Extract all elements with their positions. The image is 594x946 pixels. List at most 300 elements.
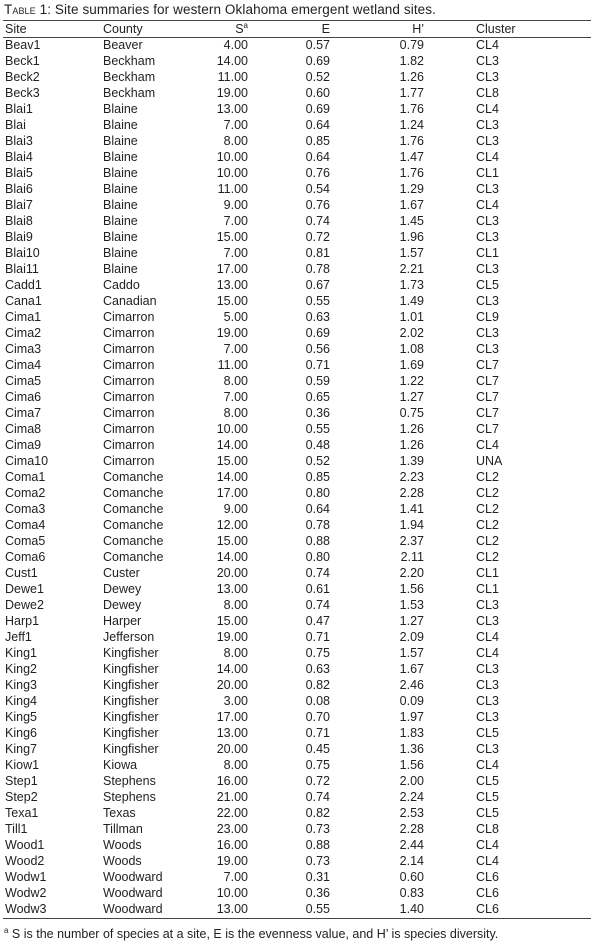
cell-evenness: 0.74 (305, 790, 330, 804)
cell-cluster: CL6 (476, 886, 499, 900)
table-row (3, 261, 591, 277)
cell-site: Wodw2 (5, 886, 47, 900)
header-s (199, 21, 248, 37)
cell-county: Woodward (103, 886, 163, 900)
cell-diversity: 1.39 (399, 454, 424, 468)
cell-cluster: CL3 (476, 678, 499, 692)
cell-species-count: 4.00 (223, 38, 248, 52)
cell-evenness: 0.56 (305, 342, 330, 356)
cell-cluster: CL1 (476, 246, 499, 260)
cell-diversity: 1.76 (399, 102, 424, 116)
cell-evenness: 0.48 (305, 438, 330, 452)
cell-evenness: 0.78 (305, 262, 330, 276)
cell-county: Cimarron (103, 342, 155, 356)
cell-site: Blai8 (5, 214, 33, 228)
cell-county: Blaine (103, 134, 138, 148)
cell-diversity: 1.57 (399, 246, 424, 260)
cell-diversity: 2.09 (399, 630, 424, 644)
cell-species-count: 8.00 (223, 758, 248, 772)
cell-site: Cadd1 (5, 278, 42, 292)
cell-county: Comanche (103, 518, 164, 532)
table-row (3, 565, 591, 581)
cell-cluster: CL7 (476, 406, 499, 420)
cell-species-count: 7.00 (223, 246, 248, 260)
table-row (3, 277, 591, 293)
cell-species-count: 10.00 (216, 886, 248, 900)
cell-cluster: CL3 (476, 742, 499, 756)
cell-evenness: 0.54 (305, 182, 330, 196)
table-row (3, 645, 591, 661)
cell-species-count: 13.00 (216, 726, 248, 740)
cell-species-count: 13.00 (216, 102, 248, 116)
cell-species-count: 11.00 (217, 182, 248, 196)
table-row (3, 53, 591, 69)
cell-county: Stephens (103, 774, 156, 788)
cell-diversity: 1.96 (399, 230, 424, 244)
cell-diversity: 0.60 (399, 870, 424, 884)
cell-species-count: 11.00 (217, 358, 248, 372)
cell-evenness: 0.70 (305, 710, 330, 724)
table-row (3, 85, 591, 101)
cell-evenness: 0.72 (305, 774, 330, 788)
table-row (3, 421, 591, 437)
cell-species-count: 20.00 (216, 566, 248, 580)
cell-evenness: 0.36 (305, 886, 330, 900)
cell-county: Canadian (103, 294, 157, 308)
cell-diversity: 1.56 (399, 582, 424, 596)
cell-county: Blaine (103, 246, 138, 260)
table-row (3, 213, 591, 229)
header-e: E (321, 22, 330, 36)
cell-county: Blaine (103, 230, 138, 244)
cell-diversity: 2.21 (399, 262, 424, 276)
cell-site: Till1 (5, 822, 28, 836)
table-row (3, 869, 591, 885)
cell-site: Blai (5, 118, 26, 132)
cell-diversity: 1.82 (399, 54, 424, 68)
cell-species-count: 13.00 (216, 902, 248, 916)
cell-species-count: 20.00 (216, 742, 248, 756)
header-s-footnote-mark: a (243, 20, 248, 30)
cell-county: Kingfisher (103, 726, 159, 740)
cell-site: Cima10 (5, 454, 49, 468)
cell-county: Dewey (103, 598, 142, 612)
cell-diversity: 2.46 (399, 678, 424, 692)
cell-evenness: 0.82 (305, 806, 330, 820)
cell-diversity: 2.28 (399, 822, 424, 836)
cell-county: Cimarron (103, 454, 155, 468)
cell-diversity: 1.49 (399, 294, 424, 308)
cell-cluster: CL6 (476, 870, 499, 884)
cell-cluster: CL3 (476, 70, 499, 84)
cell-species-count: 21.00 (216, 790, 248, 804)
cell-species-count: 23.00 (216, 822, 248, 836)
cell-county: Dewey (103, 582, 142, 596)
header-cluster: Cluster (476, 22, 516, 36)
cell-site: Kiow1 (5, 758, 40, 772)
cell-species-count: 19.00 (216, 854, 248, 868)
cell-diversity: 1.29 (399, 182, 424, 196)
cell-species-count: 8.00 (223, 646, 248, 660)
cell-species-count: 13.00 (216, 278, 248, 292)
cell-county: Blaine (103, 262, 138, 276)
table-row (3, 757, 591, 773)
table-header-row (3, 21, 591, 37)
footnote-mark: a (4, 925, 9, 935)
cell-site: Cima3 (5, 342, 42, 356)
footnote-text: S is the number of species at a site, E is the evenness value, and H’ is species diversity. (8, 927, 499, 941)
cell-diversity: 2.00 (399, 774, 424, 788)
table-row (3, 69, 591, 85)
cell-cluster: CL3 (476, 54, 499, 68)
cell-site: Coma4 (5, 518, 46, 532)
cell-species-count: 17.00 (216, 486, 248, 500)
cell-cluster: CL7 (476, 358, 499, 372)
cell-species-count: 15.00 (216, 230, 248, 244)
cell-evenness: 0.57 (305, 38, 330, 52)
cell-county: Harper (103, 614, 142, 628)
cell-species-count: 8.00 (223, 598, 248, 612)
cell-diversity: 1.27 (399, 390, 424, 404)
header-county: County (103, 22, 143, 36)
cell-cluster: CL4 (476, 38, 499, 52)
cell-county: Blaine (103, 182, 138, 196)
cell-site: King1 (5, 646, 37, 660)
cell-county: Kingfisher (103, 646, 159, 660)
cell-cluster: CL2 (476, 518, 499, 532)
cell-evenness: 0.60 (305, 86, 330, 100)
cell-evenness: 0.73 (305, 822, 330, 836)
cell-diversity: 1.76 (399, 134, 424, 148)
cell-diversity: 1.36 (399, 742, 424, 756)
cell-cluster: CL5 (476, 278, 499, 292)
table-row (3, 613, 591, 629)
cell-diversity: 1.26 (399, 438, 424, 452)
cell-diversity: 0.83 (399, 886, 424, 900)
cell-site: Dewe2 (5, 598, 44, 612)
cell-cluster: CL3 (476, 118, 499, 132)
cell-site: Step1 (5, 774, 38, 788)
cell-site: Blai3 (5, 134, 33, 148)
cell-species-count: 7.00 (223, 870, 248, 884)
table-row (3, 117, 591, 133)
cell-county: Blaine (103, 150, 138, 164)
cell-diversity: 1.67 (399, 198, 424, 212)
cell-diversity: 1.69 (399, 358, 424, 372)
cell-species-count: 8.00 (223, 406, 248, 420)
cell-evenness: 0.63 (305, 310, 330, 324)
cell-evenness: 0.75 (305, 758, 330, 772)
cell-evenness: 0.80 (305, 550, 330, 564)
cell-site: Beck3 (5, 86, 40, 100)
cell-evenness: 0.52 (305, 70, 330, 84)
cell-site: King4 (5, 694, 37, 708)
cell-county: Custer (103, 566, 140, 580)
cell-county: Cimarron (103, 374, 155, 388)
cell-county: Woods (103, 854, 142, 868)
cell-site: Cima7 (5, 406, 42, 420)
cell-cluster: CL5 (476, 774, 499, 788)
cell-county: Kiowa (103, 758, 138, 772)
cell-species-count: 17.00 (216, 262, 248, 276)
table-row (3, 485, 591, 501)
cell-county: Kingfisher (103, 694, 159, 708)
cell-site: Wodw1 (5, 870, 47, 884)
table-row (3, 629, 591, 645)
cell-cluster: CL1 (476, 166, 499, 180)
cell-diversity: 2.44 (399, 838, 424, 852)
cell-evenness: 0.76 (305, 166, 330, 180)
cell-county: Caddo (103, 278, 140, 292)
cell-species-count: 19.00 (216, 630, 248, 644)
table-caption (4, 2, 436, 17)
cell-diversity: 2.24 (399, 790, 424, 804)
cell-species-count: 8.00 (223, 134, 248, 148)
cell-cluster: CL4 (476, 758, 499, 772)
cell-county: Beckham (103, 86, 156, 100)
cell-county: Woodward (103, 902, 163, 916)
cell-county: Kingfisher (103, 742, 159, 756)
table-row (3, 437, 591, 453)
cell-site: Blai1 (5, 102, 33, 116)
cell-site: Wood1 (5, 838, 45, 852)
cell-site: Blai4 (5, 150, 33, 164)
cell-evenness: 0.73 (305, 854, 330, 868)
cell-site: Coma5 (5, 534, 46, 548)
cell-site: Blai7 (5, 198, 33, 212)
table-row (3, 517, 591, 533)
table-row (3, 245, 591, 261)
cell-evenness: 0.69 (305, 54, 330, 68)
cell-county: Tillman (103, 822, 143, 836)
cell-evenness: 0.61 (305, 582, 330, 596)
cell-evenness: 0.69 (305, 326, 330, 340)
cell-species-count: 17.00 (216, 710, 248, 724)
cell-diversity: 1.67 (399, 662, 424, 676)
cell-cluster: CL1 (476, 582, 499, 596)
cell-diversity: 0.09 (399, 694, 424, 708)
table-row (3, 373, 591, 389)
table-row (3, 821, 591, 837)
table-row (3, 581, 591, 597)
cell-site: Cima9 (5, 438, 42, 452)
table-row (3, 789, 591, 805)
cell-site: Blai11 (5, 262, 39, 276)
table-row (3, 693, 591, 709)
cell-diversity: 1.40 (399, 902, 424, 916)
cell-site: Beck1 (5, 54, 40, 68)
cell-county: Cimarron (103, 390, 155, 404)
cell-site: Step2 (5, 790, 38, 804)
header-s-label: S (235, 22, 244, 36)
cell-diversity: 2.28 (399, 486, 424, 500)
cell-site: Coma2 (5, 486, 46, 500)
cell-site: King6 (5, 726, 37, 740)
cell-cluster: CL3 (476, 614, 499, 628)
cell-species-count: 16.00 (216, 774, 248, 788)
cell-county: Beckham (103, 54, 156, 68)
cell-evenness: 0.74 (305, 598, 330, 612)
cell-evenness: 0.80 (305, 486, 330, 500)
cell-cluster: CL2 (476, 550, 499, 564)
cell-site: Blai10 (5, 246, 40, 260)
cell-cluster: CL6 (476, 902, 499, 916)
cell-diversity: 2.23 (399, 470, 424, 484)
table-row (3, 501, 591, 517)
cell-site: Beav1 (5, 38, 41, 52)
table-row (3, 229, 591, 245)
cell-county: Cimarron (103, 358, 155, 372)
cell-cluster: CL5 (476, 790, 499, 804)
cell-county: Blaine (103, 198, 138, 212)
table-row (3, 677, 591, 693)
table-row (3, 101, 591, 117)
cell-diversity: 1.97 (399, 710, 424, 724)
cell-site: Cima1 (5, 310, 42, 324)
cell-evenness: 0.64 (305, 150, 330, 164)
cell-diversity: 1.27 (399, 614, 424, 628)
cell-evenness: 0.55 (305, 902, 330, 916)
cell-cluster: CL4 (476, 150, 499, 164)
cell-county: Beckham (103, 70, 156, 84)
cell-cluster: CL5 (476, 806, 499, 820)
cell-site: King5 (5, 710, 37, 724)
cell-species-count: 8.00 (223, 374, 248, 388)
cell-diversity: 1.41 (399, 502, 424, 516)
cell-county: Kingfisher (103, 662, 159, 676)
cell-species-count: 13.00 (216, 582, 248, 596)
cell-cluster: CL7 (476, 374, 499, 388)
cell-cluster: CL8 (476, 86, 499, 100)
cell-site: Texa1 (5, 806, 39, 820)
table-row (3, 837, 591, 853)
cell-diversity: 1.01 (399, 310, 424, 324)
cell-cluster: CL3 (476, 694, 499, 708)
table-row (3, 469, 591, 485)
cell-species-count: 19.00 (216, 326, 248, 340)
cell-evenness: 0.75 (305, 646, 330, 660)
cell-species-count: 7.00 (223, 214, 248, 228)
table-row (3, 197, 591, 213)
cell-cluster: CL3 (476, 710, 499, 724)
site-summary-table (3, 21, 591, 917)
cell-evenness: 0.31 (305, 870, 330, 884)
cell-county: Woods (103, 838, 142, 852)
cell-cluster: CL3 (476, 214, 499, 228)
cell-diversity: 1.53 (399, 598, 424, 612)
cell-species-count: 7.00 (223, 390, 248, 404)
cell-county: Blaine (103, 166, 138, 180)
cell-species-count: 9.00 (223, 502, 248, 516)
cell-species-count: 11.00 (217, 70, 248, 84)
cell-evenness: 0.74 (305, 214, 330, 228)
cell-diversity: 1.77 (399, 86, 424, 100)
cell-evenness: 0.45 (305, 742, 330, 756)
cell-county: Kingfisher (103, 710, 159, 724)
cell-site: Harp1 (5, 614, 40, 628)
table-row (3, 533, 591, 549)
cell-cluster: CL3 (476, 230, 499, 244)
table-row (3, 325, 591, 341)
header-site: Site (5, 22, 27, 36)
table-row (3, 805, 591, 821)
cell-cluster: CL2 (476, 470, 499, 484)
table-row (3, 661, 591, 677)
cell-site: Blai5 (5, 166, 33, 180)
cell-county: Comanche (103, 470, 164, 484)
cell-species-count: 10.00 (216, 150, 248, 164)
cell-cluster: CL7 (476, 390, 499, 404)
cell-evenness: 0.64 (305, 502, 330, 516)
cell-species-count: 20.00 (216, 678, 248, 692)
cell-cluster: CL4 (476, 646, 499, 660)
cell-evenness: 0.88 (305, 838, 330, 852)
table-bottom-rule (3, 918, 591, 919)
cell-diversity: 2.02 (399, 326, 424, 340)
cell-county: Jefferson (103, 630, 155, 644)
cell-cluster: CL4 (476, 854, 499, 868)
cell-cluster: CL2 (476, 502, 499, 516)
table-row (3, 773, 591, 789)
cell-species-count: 10.00 (216, 166, 248, 180)
cell-evenness: 0.82 (305, 678, 330, 692)
cell-county: Blaine (103, 118, 138, 132)
cell-cluster: CL7 (476, 422, 499, 436)
cell-county: Beaver (103, 38, 143, 52)
cell-evenness: 0.78 (305, 518, 330, 532)
cell-county: Comanche (103, 486, 164, 500)
cell-evenness: 0.63 (305, 662, 330, 676)
cell-diversity: 2.14 (399, 854, 424, 868)
cell-site: King2 (5, 662, 37, 676)
table-row (3, 597, 591, 613)
table-row (3, 389, 591, 405)
table-row (3, 853, 591, 869)
cell-evenness: 0.08 (305, 694, 330, 708)
cell-site: Wood2 (5, 854, 45, 868)
cell-diversity: 1.47 (399, 150, 424, 164)
cell-evenness: 0.71 (305, 358, 330, 372)
cell-county: Woodward (103, 870, 163, 884)
cell-county: Kingfisher (103, 678, 159, 692)
cell-diversity: 1.57 (399, 646, 424, 660)
cell-cluster: CL3 (476, 342, 499, 356)
cell-site: Blai6 (5, 182, 33, 196)
cell-species-count: 15.00 (216, 294, 248, 308)
cell-cluster: CL3 (476, 262, 499, 276)
cell-diversity: 1.73 (399, 278, 424, 292)
cell-county: Comanche (103, 534, 164, 548)
cell-species-count: 5.00 (223, 310, 248, 324)
cell-species-count: 3.00 (223, 694, 248, 708)
cell-species-count: 16.00 (216, 838, 248, 852)
cell-site: Cima8 (5, 422, 42, 436)
cell-site: Cima6 (5, 390, 42, 404)
cell-species-count: 14.00 (216, 438, 248, 452)
cell-cluster: CL4 (476, 630, 499, 644)
cell-cluster: CL9 (476, 310, 499, 324)
cell-evenness: 0.76 (305, 198, 330, 212)
cell-evenness: 0.64 (305, 118, 330, 132)
cell-county: Blaine (103, 102, 138, 116)
cell-site: Blai9 (5, 230, 33, 244)
cell-species-count: 14.00 (216, 470, 248, 484)
cell-diversity: 2.20 (399, 566, 424, 580)
cell-county: Texas (103, 806, 136, 820)
cell-diversity: 1.76 (399, 166, 424, 180)
table-row (3, 885, 591, 901)
cell-evenness: 0.47 (305, 614, 330, 628)
